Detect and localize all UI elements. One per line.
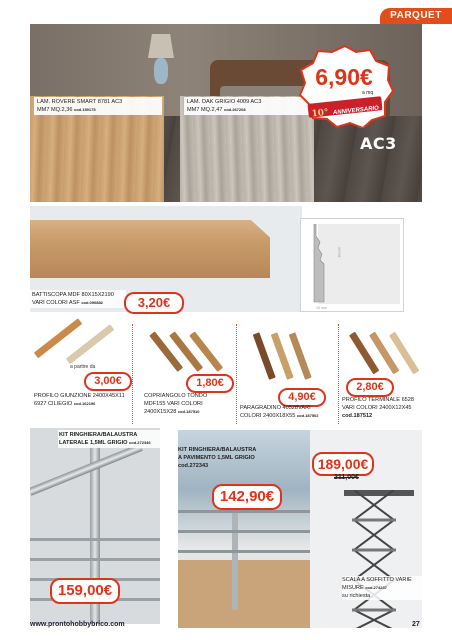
kit2-bar-2 [178, 530, 310, 533]
stair-line3: su richiesta [342, 593, 371, 599]
divider-3 [338, 324, 339, 424]
kit2-code: cod.272343 [178, 463, 209, 469]
item1-name: LAM. ROVERE SMART 8781 AC3 [37, 99, 123, 105]
rail-bar-1 [30, 538, 160, 541]
rail-bar-2 [30, 558, 160, 561]
kit2-price: 142,90€ [212, 484, 282, 510]
kit2-bar-1 [178, 510, 310, 513]
anniversary-number: 10° [311, 107, 330, 120]
stair-line1: SCALA A SOFFITTO VARIE [342, 577, 412, 583]
baseboard-name: BATTISCOPA MDF 80X15X2190 [32, 292, 114, 298]
baseboard-image [30, 220, 270, 278]
stair-label [342, 576, 424, 600]
profile2-line1: COPRIANGOLO TONDO [144, 393, 208, 399]
profile4-label [342, 396, 428, 420]
kit2-line1: KIT RINGHIERA/BALAUSTRA [178, 447, 257, 453]
profile4-line2: VARI COLORI 2400X12X45 [342, 405, 412, 411]
profile2-code: cod.187510 [177, 409, 200, 414]
kit1-code: cod.272346 [129, 440, 151, 445]
hero-price-badge [296, 44, 394, 128]
kit1-line1: KIT RINGHIERA/BALAUSTRA [59, 432, 138, 438]
profile3-price: 4,90€ [278, 388, 326, 407]
profile1-price: 3,00€ [84, 372, 132, 391]
item1-detail: MM7 MQ.2,36 [37, 107, 73, 113]
anniversary-text: ANNIVERSARIO [332, 105, 380, 117]
page-number: 27 [412, 621, 420, 628]
profile2-image [148, 326, 228, 372]
footer-url[interactable]: www.prontohobbybrico.com [30, 621, 125, 628]
kit2-bar-3 [178, 550, 310, 553]
dim-width: 15 mm [316, 306, 327, 310]
profile1-image [34, 326, 130, 366]
section-tab: PARQUET [380, 8, 452, 24]
rail-handrail [30, 443, 143, 495]
profile4-price: 2,80€ [346, 378, 394, 397]
baseboard-code: cod.090882 [81, 300, 103, 305]
baseboard-label [30, 290, 126, 308]
kit2-floor [178, 560, 310, 628]
profile1-label [34, 392, 134, 408]
profile1-code: cod.162196 [73, 401, 96, 406]
profile-section-shape [312, 224, 326, 304]
lamp-base [154, 58, 168, 84]
profile4-line1: PROFILO TERMINALE 6528 [342, 397, 415, 403]
item1-code: cod.159175 [74, 107, 96, 112]
profile2-label [144, 392, 236, 416]
profile3-line1: PARAGRADINO 40528VARI [240, 405, 311, 411]
profile-wall [318, 224, 400, 304]
kit1-price: 159,00€ [50, 578, 120, 604]
profile2-line3: 2400X15X28 [144, 409, 177, 415]
profile3-image [246, 326, 332, 372]
profile3-label [240, 404, 338, 420]
profile3-code: cod.187502 [296, 413, 319, 418]
kit2-line2: A PAVIMENTO 1,5ML GRIGIO [178, 455, 255, 461]
profile4-code: cod.187512 [342, 413, 373, 419]
stair-scissor [334, 490, 414, 628]
baseboard-price: 3,20€ [124, 292, 184, 314]
profile1-prefix: a partire da [70, 364, 96, 370]
grade-label: AC3 [360, 134, 397, 153]
profile2-line2: MDF155 VARI COLORI [144, 401, 203, 407]
dim-height: 80 mm [337, 246, 342, 258]
kit1-label [58, 430, 170, 448]
divider-1 [132, 324, 133, 424]
profile1-line2: 6927 CILIEGIO [34, 401, 73, 407]
profile2-price: 1,80€ [186, 374, 234, 393]
profile1-line1: PROFILO GIUNZIONE 2400X45X11 [34, 393, 125, 399]
lamp-shade [148, 34, 174, 58]
divider-2 [236, 324, 237, 424]
item2-detail: MM7 MQ.2,47 [187, 107, 223, 113]
baseboard-detail: VARI COLORI ASF [32, 300, 80, 306]
stair-line2: MISURE [342, 585, 364, 591]
stair-code: cod.274237 [365, 585, 387, 590]
item2-code: cod.267208 [224, 107, 246, 112]
stair-old-price: 211,00€ [334, 474, 359, 481]
hero-unit: a mq [362, 90, 374, 96]
kit1-line2: LATERALE 1,5ML GRIGIO [59, 440, 128, 446]
item2-name: LAM. OAK GRIGIO 4009 AC3 [187, 99, 262, 105]
kit2-label [178, 446, 298, 470]
profile3-line2: COLORI 2400X18X55 [240, 413, 296, 419]
hero-item1-label [34, 97, 162, 115]
stair-price: 189,00€ [312, 452, 374, 476]
hero-price: 6,90€ [315, 64, 373, 90]
profile4-image [346, 326, 424, 372]
hero-item2-label [184, 97, 312, 115]
